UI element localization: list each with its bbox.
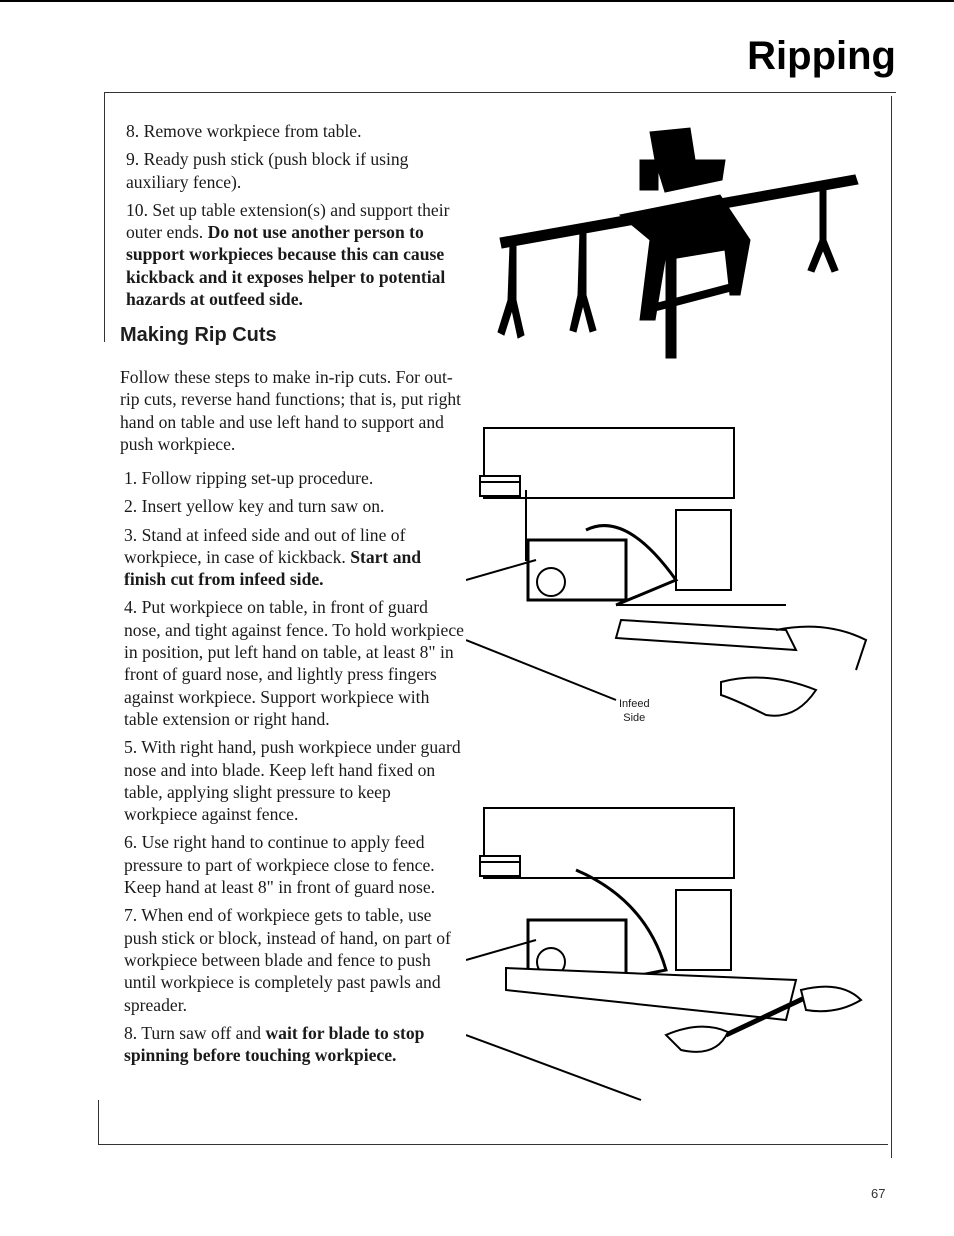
list-item: 1. Follow ripping set-up procedure. <box>124 468 374 488</box>
section-heading: Making Rip Cuts <box>120 324 277 346</box>
list-item: 10. Set up table extension(s) and support their outer ends. Do not use another person to support workpieces because this can cause kickback and it exposes helper to potential hazards at outfeed side. <box>126 199 450 310</box>
list-item: 4. Put workpiece on table, in front of guard nose, and tight against fence. To hold workpiece in position, put left hand on table, at least 8" in front of guard nose, and lightly press fingers against workpiece. Support workpiece with table extension or right hand. <box>124 597 464 729</box>
frame-border-bottom <box>98 1144 888 1145</box>
page-title: Ripping <box>747 34 896 78</box>
infeed-side-label: Infeed Side <box>619 698 650 724</box>
section-intro: Follow these steps to make in-rip cuts. For out-rip cuts, reverse hand functions; that is, put right hand on table and use left hand to support and push workpiece. <box>120 367 462 454</box>
rip-cut-infeed-illustration <box>466 410 886 740</box>
frame-border-left-lower <box>98 1100 99 1144</box>
warning-text: wait for blade to stop spinning before touching workpiece. <box>124 1022 425 1066</box>
saw-with-extensions-illustration <box>490 120 860 360</box>
list-item: 8. Turn saw off and wait for blade to stop spinning before touching workpiece. <box>124 1022 425 1066</box>
frame-border-right <box>891 96 892 1158</box>
frame-border-left <box>104 92 105 342</box>
warning-text: Start and finish cut from infeed side. <box>124 546 422 590</box>
warning-text: Do not use another person to support workpieces because this can cause kickback and it exposes helper to potential hazards at outfeed side. <box>126 222 446 310</box>
list-item: 7. When end of workpiece gets to table, use push stick or block, instead of hand, on part of workpiece between blade and fence to push until workpiece is completely past pawls and spreader. <box>124 905 451 1015</box>
setup-steps-list <box>126 120 461 316</box>
list-item: 6. Use right hand to continue to apply feed pressure to part of workpiece close to fence. Keep hand at least 8" in front of guard nose. <box>124 832 436 898</box>
list-item: 5. With right hand, push workpiece under guard nose and into blade. Keep left hand fixed on table, applying slight pressure to keep workpiece against fence. <box>124 737 461 825</box>
list-item: 9. Ready push stick (push block if using auxiliary fence). <box>126 149 409 192</box>
top-rule <box>0 0 954 2</box>
page-number: 67 <box>871 1186 886 1201</box>
list-item: 3. Stand at infeed side and out of line of workpiece, in case of kickback. Start and finish cut from infeed side. <box>124 524 422 590</box>
frame-border-top <box>104 92 896 93</box>
list-item: 2. Insert yellow key and turn saw on. <box>124 496 385 517</box>
rip-cut-push-stick-illustration <box>466 790 886 1110</box>
rip-steps-list <box>124 467 464 1072</box>
list-item: 8. Remove workpiece from table. <box>126 121 362 141</box>
